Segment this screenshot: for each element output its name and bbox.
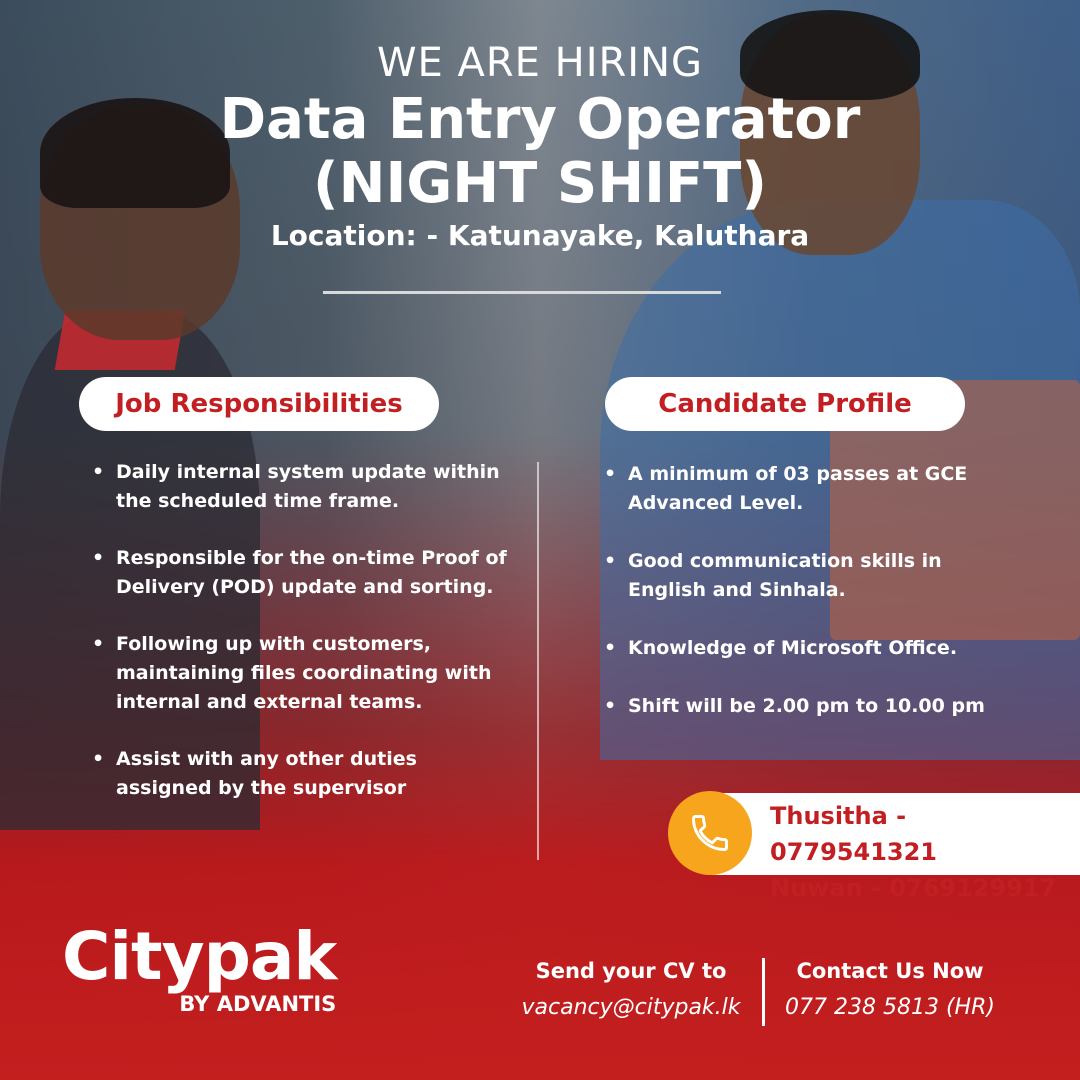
responsibilities-heading: Job Responsibilities <box>79 377 439 431</box>
hiring-kicker: WE ARE HIRING <box>376 40 704 86</box>
list-item: • Daily internal system update within the scheduled time frame. <box>92 458 512 516</box>
candidate-profile-heading: Candidate Profile <box>605 377 965 431</box>
job-title: Data Entry Operator <box>219 87 861 152</box>
job-location: Location: - Katunayake, Kaluthara <box>270 219 810 252</box>
contact-nuwan[interactable]: Nuwan - 0769129917 <box>770 874 1057 902</box>
list-item: • Shift will be 2.00 pm to 10.00 pm <box>604 692 1024 721</box>
responsibilities-list <box>92 458 512 831</box>
contact-names <box>770 798 1080 906</box>
cv-email-link[interactable]: vacancy@citypak.lk <box>521 995 741 1020</box>
send-cv-block <box>500 956 762 1030</box>
hr-phone-link[interactable]: 077 238 5813 (HR) <box>785 995 995 1020</box>
brand-tagline: BY ADVANTIS <box>179 992 337 1016</box>
poster-header <box>0 38 1080 256</box>
list-item: • Following up with customers, maintaining files coordinating with internal and external teams. <box>92 630 512 717</box>
citypak-logo <box>62 918 336 1016</box>
job-shift: (NIGHT SHIFT) <box>313 151 767 216</box>
list-item: • A minimum of 03 passes at GCE Advanced Level. <box>604 460 1024 518</box>
contact-thusitha[interactable]: Thusitha - 0779541321 <box>770 802 937 866</box>
contact-us-block <box>775 956 1005 1030</box>
brand-name: Citypak <box>62 918 337 995</box>
candidate-profile-list <box>604 460 1024 750</box>
header-divider <box>323 291 721 294</box>
list-item: • Good communication skills in English and Sinhala. <box>604 547 1024 605</box>
list-item: • Responsible for the on-time Proof of Delivery (POD) update and sorting. <box>92 544 512 602</box>
send-cv-heading: Send your CV to <box>535 959 727 983</box>
phone-icon <box>668 791 752 875</box>
column-divider <box>537 462 539 860</box>
list-item: • Knowledge of Microsoft Office. <box>604 634 1024 663</box>
list-item: • Assist with any other duties assigned by the supervisor <box>92 745 512 803</box>
contact-us-heading: Contact Us Now <box>796 959 984 983</box>
footer-divider <box>762 958 765 1026</box>
